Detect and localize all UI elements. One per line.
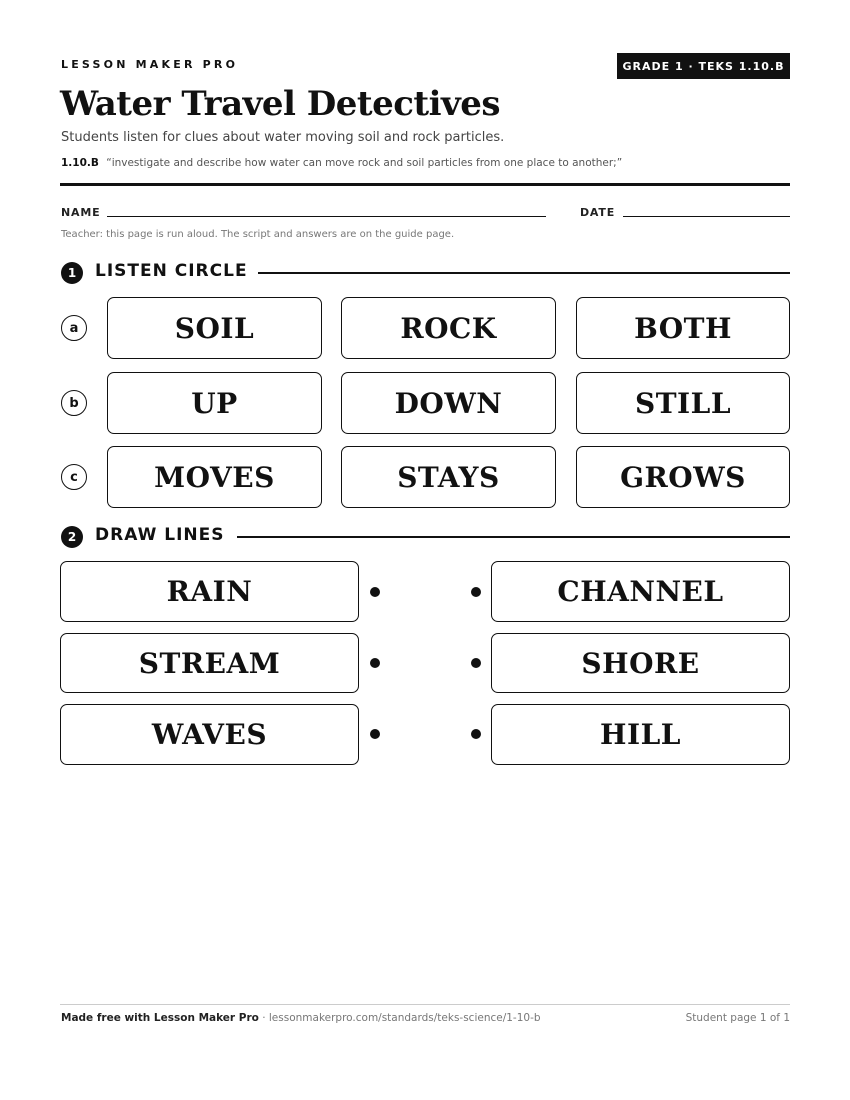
choice-a-3[interactable]: BOTH	[576, 297, 790, 359]
row-letter-a: a	[61, 315, 87, 341]
name-label: NAME	[61, 206, 101, 219]
footer-url[interactable]: · lessonmakerpro.com/standards/teks-science/1-10-b	[262, 1012, 541, 1024]
footer-page-number: Student page 1 of 1	[685, 1012, 790, 1024]
section-2-rule	[237, 536, 790, 538]
choice-b-1[interactable]: UP	[107, 372, 322, 434]
choice-c-1[interactable]: MOVES	[107, 446, 322, 508]
teacher-note: Teacher: this page is run aloud. The script and answers are on the guide page.	[61, 229, 455, 240]
match-right-dot-3[interactable]	[471, 729, 481, 739]
footer-divider	[60, 1004, 790, 1005]
match-left-dot-2[interactable]	[370, 658, 380, 668]
match-right-2[interactable]: SHORE	[491, 633, 790, 693]
match-right-3[interactable]: HILL	[491, 704, 790, 765]
section-2-number: 2	[61, 526, 83, 548]
footer-credit	[61, 1012, 541, 1024]
match-right-dot-1[interactable]	[471, 587, 481, 597]
match-right-dot-2[interactable]	[471, 658, 481, 668]
name-field[interactable]	[107, 216, 546, 217]
standard-line	[61, 157, 622, 169]
match-left-3[interactable]: WAVES	[60, 704, 359, 765]
section-2-title: DRAW LINES	[95, 525, 225, 545]
choice-b-2[interactable]: DOWN	[341, 372, 556, 434]
row-letter-c: c	[61, 464, 87, 490]
section-1-number: 1	[61, 262, 83, 284]
date-field[interactable]	[623, 216, 790, 217]
brand-name: LESSON MAKER PRO	[61, 58, 239, 71]
standard-code: 1.10.B	[61, 157, 99, 169]
date-label: DATE	[580, 206, 616, 219]
match-left-2[interactable]: STREAM	[60, 633, 359, 693]
match-right-1[interactable]: CHANNEL	[491, 561, 790, 622]
header-divider	[60, 183, 790, 186]
choice-a-2[interactable]: ROCK	[341, 297, 556, 359]
standard-text: “investigate and describe how water can move rock and soil particles from one place to another;”	[106, 157, 623, 169]
footer-made-with: Made free with Lesson Maker Pro	[61, 1012, 259, 1024]
choice-c-3[interactable]: GROWS	[576, 446, 790, 508]
section-1-title: LISTEN CIRCLE	[95, 261, 248, 281]
choice-a-1[interactable]: SOIL	[107, 297, 322, 359]
match-left-dot-1[interactable]	[370, 587, 380, 597]
grade-badge: GRADE 1 · TEKS 1.10.B	[617, 53, 790, 79]
choice-c-2[interactable]: STAYS	[341, 446, 556, 508]
row-letter-b: b	[61, 390, 87, 416]
page-subtitle: Students listen for clues about water moving soil and rock particles.	[61, 130, 505, 145]
choice-b-3[interactable]: STILL	[576, 372, 790, 434]
match-left-dot-3[interactable]	[370, 729, 380, 739]
section-1-rule	[258, 272, 790, 274]
page-title: Water Travel Detectives	[60, 84, 501, 124]
match-left-1[interactable]: RAIN	[60, 561, 359, 622]
